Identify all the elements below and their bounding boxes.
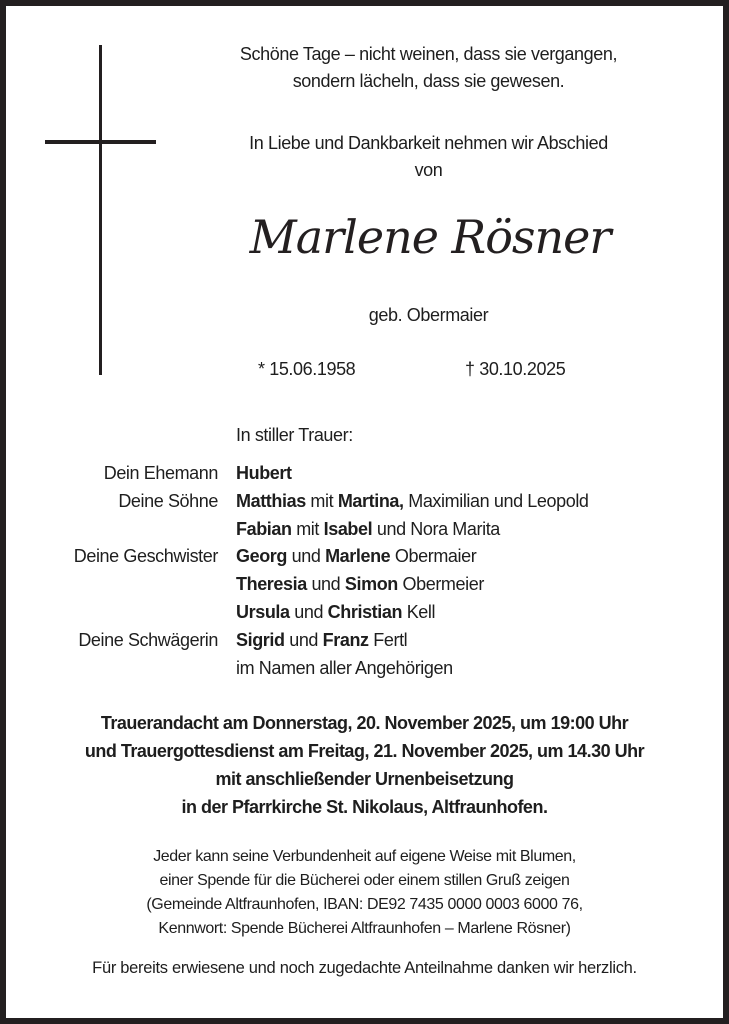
mourner-names	[236, 630, 407, 651]
mourner-relation: Dein Ehemann	[103, 463, 218, 483]
mourner-text: Obermeier	[397, 574, 484, 595]
mourner-text: und	[287, 546, 326, 567]
donation-line: (Gemeinde Altfraunhofen, IBAN: DE92 7435 0000 0003 6000 76,	[146, 896, 583, 913]
thanks-line: Für bereits erwiesene und noch zugedachte Anteilnahme danken wir herzlich.	[92, 959, 637, 977]
death-date: † 30.10.2025	[465, 359, 566, 379]
service-line: in der Pfarrkirche St. Nikolaus, Altfraunhofen.	[181, 797, 548, 817]
mourner-text: Fertl	[368, 629, 408, 650]
mourner-row	[0, 574, 729, 602]
mourner-text: mit	[305, 490, 338, 511]
mourner-text: im Namen aller Angehörigen	[236, 657, 453, 678]
service-line: mit anschließender Urnenbeisetzung	[215, 769, 514, 789]
mourner-text: mit	[291, 518, 324, 539]
mourner-text: Kell	[402, 602, 436, 622]
mourner-names	[236, 463, 292, 484]
service-line: Trauerandacht am Donnerstag, 20. November 2025, um 19:00 Uhr	[100, 713, 629, 733]
mourner-name: Theresia	[236, 574, 307, 595]
birth-name: geb. Obermaier	[368, 305, 489, 325]
service-line: und Trauergottesdienst am Freitag, 21. November 2025, um 14.30 Uhr	[84, 741, 645, 761]
quote-line: sondern lächeln, dass sie gewesen.	[292, 71, 565, 91]
mourner-text: und	[306, 574, 345, 595]
mourner-text: Maximilian und Leopold	[403, 490, 589, 511]
mourner-name: Isabel	[323, 518, 373, 539]
mourner-text: Obermaier	[390, 546, 477, 567]
mourner-name: Sigrid	[236, 629, 285, 650]
mourner-names	[236, 602, 435, 623]
mourner-name: Simon	[344, 574, 398, 595]
farewell-line: In Liebe und Dankbarkeit nehmen wir Abschied	[249, 133, 608, 153]
quote-line: Schöne Tage – nicht weinen, dass sie vergangen,	[239, 44, 618, 64]
mourning-heading: In stiller Trauer:	[236, 425, 353, 445]
mourner-text: und	[289, 602, 328, 622]
mourner-names	[236, 574, 484, 595]
mourner-text: und	[284, 629, 323, 650]
mourner-names	[236, 546, 476, 567]
mourner-name: Georg	[236, 546, 288, 567]
mourner-text: und Nora Marita	[372, 518, 500, 539]
mourner-names	[236, 491, 589, 512]
mourner-name: Martina,	[337, 490, 404, 511]
mourner-row	[0, 658, 729, 686]
mourner-name: Marlene	[325, 546, 391, 567]
birth-date: * 15.06.1958	[258, 359, 356, 379]
mourner-name: Ursula	[236, 602, 290, 622]
mourner-names	[236, 519, 500, 540]
mourner-row	[0, 519, 729, 547]
mourner-relation: Deine Söhne	[118, 490, 218, 511]
donation-line: einer Spende für die Bücherei oder einem stillen Gruß zeigen	[159, 872, 570, 889]
donation-line: Kennwort: Spende Bücherei Altfraunhofen – Marlene Rösner)	[158, 920, 571, 937]
mourner-relation: Deine Geschwister	[73, 546, 218, 567]
mourner-name: Fabian	[236, 518, 292, 539]
mourner-row	[0, 491, 729, 519]
mourner-names	[236, 658, 453, 679]
mourner-name: Christian	[327, 602, 403, 622]
mourner-row	[0, 546, 729, 574]
deceased-name: Marlene Rösner	[249, 210, 611, 264]
mourner-row	[0, 630, 729, 658]
mourner-name: Franz	[322, 629, 369, 650]
farewell-line: von	[414, 160, 443, 180]
donation-line: Jeder kann seine Verbundenheit auf eigene Weise mit Blumen,	[153, 848, 576, 865]
mourner-relation: Deine Schwägerin	[78, 629, 218, 650]
mourner-name: Hubert	[236, 463, 292, 483]
mourner-name: Matthias	[236, 490, 306, 511]
mourner-row	[0, 463, 729, 491]
mourner-row	[0, 602, 729, 630]
